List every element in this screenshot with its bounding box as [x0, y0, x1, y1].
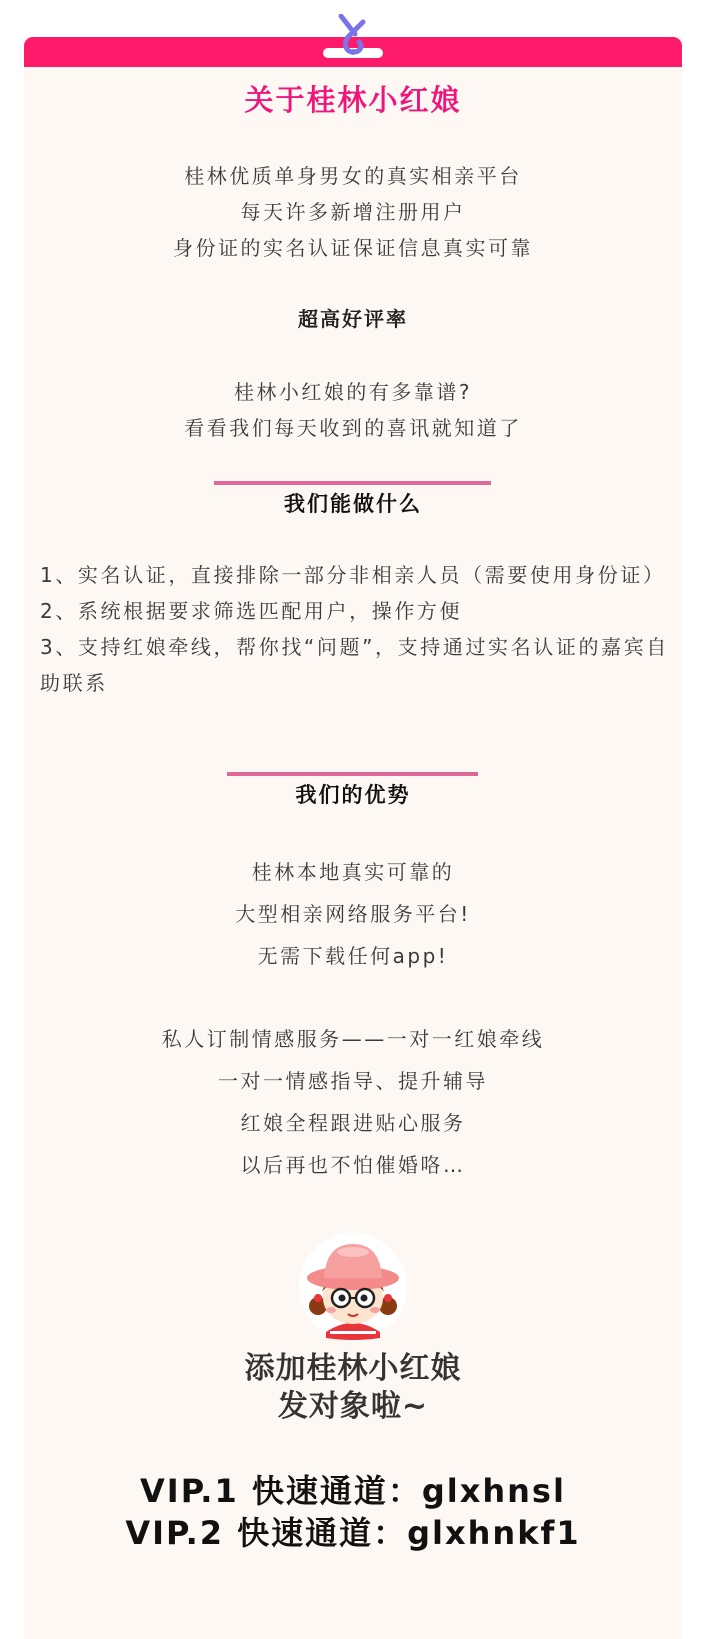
- services-text: [24, 1018, 682, 1186]
- page-title: 关于桂林小红娘: [244, 83, 462, 117]
- advantage-line: 桂林本地真实可靠的: [251, 860, 455, 884]
- list-item: 2、系统根据要求筛选匹配用户，操作方便: [40, 599, 463, 623]
- list-item: 3、支持红娘牵线，帮你找“问题”，支持通过实名认证的嘉宾自助联系: [40, 635, 669, 695]
- advantage-line: 大型相亲网络服务平台!: [235, 902, 471, 926]
- section-divider: [227, 772, 478, 776]
- intro-line: 桂林优质单身男女的真实相亲平台: [184, 164, 522, 188]
- intro-line: 每天许多新增注册用户: [240, 200, 466, 224]
- cta-line: 添加桂林小红娘: [244, 1351, 462, 1386]
- rating-heading: 超高好评率: [298, 307, 408, 331]
- vip-line: VIP.2 快速通道：glxhnkf1: [125, 1514, 581, 1552]
- call-to-action: [24, 1350, 682, 1426]
- service-line: 以后再也不怕催婚咯…: [240, 1153, 466, 1177]
- list-item: 1、实名认证，直接排除一部分非相亲人员（需要使用身份证）: [40, 563, 666, 587]
- section-heading-what-we-do: 我们能做什么: [284, 492, 422, 516]
- service-line: 一对一情感指导、提升辅导: [218, 1069, 488, 1093]
- reliable-line: 看看我们每天收到的喜讯就知道了: [184, 416, 522, 440]
- cartoon-girl-avatar: [298, 1232, 408, 1342]
- section-heading-advantages: 我们的优势: [295, 783, 411, 807]
- intro-line: 身份证的实名认证保证信息真实可靠: [173, 236, 533, 260]
- section-divider: [214, 481, 491, 485]
- advantage-line: 无需下载任何app!: [257, 944, 449, 968]
- intro-text: [24, 158, 682, 266]
- vip-line: VIP.1 快速通道：glxhnsl: [140, 1472, 566, 1510]
- service-line: 红娘全程跟进贴心服务: [240, 1111, 466, 1135]
- service-line: 私人订制情感服务——一对一红娘牵线: [161, 1027, 545, 1051]
- vip-channels: [24, 1470, 682, 1554]
- feature-list: [40, 557, 670, 701]
- reliable-text: [24, 374, 682, 446]
- cta-line: 发对象啦~: [277, 1389, 429, 1424]
- advantages-text: [24, 851, 682, 977]
- paper-clip-icon: [323, 14, 383, 66]
- reliable-line: 桂林小红娘的有多靠谱?: [233, 380, 473, 404]
